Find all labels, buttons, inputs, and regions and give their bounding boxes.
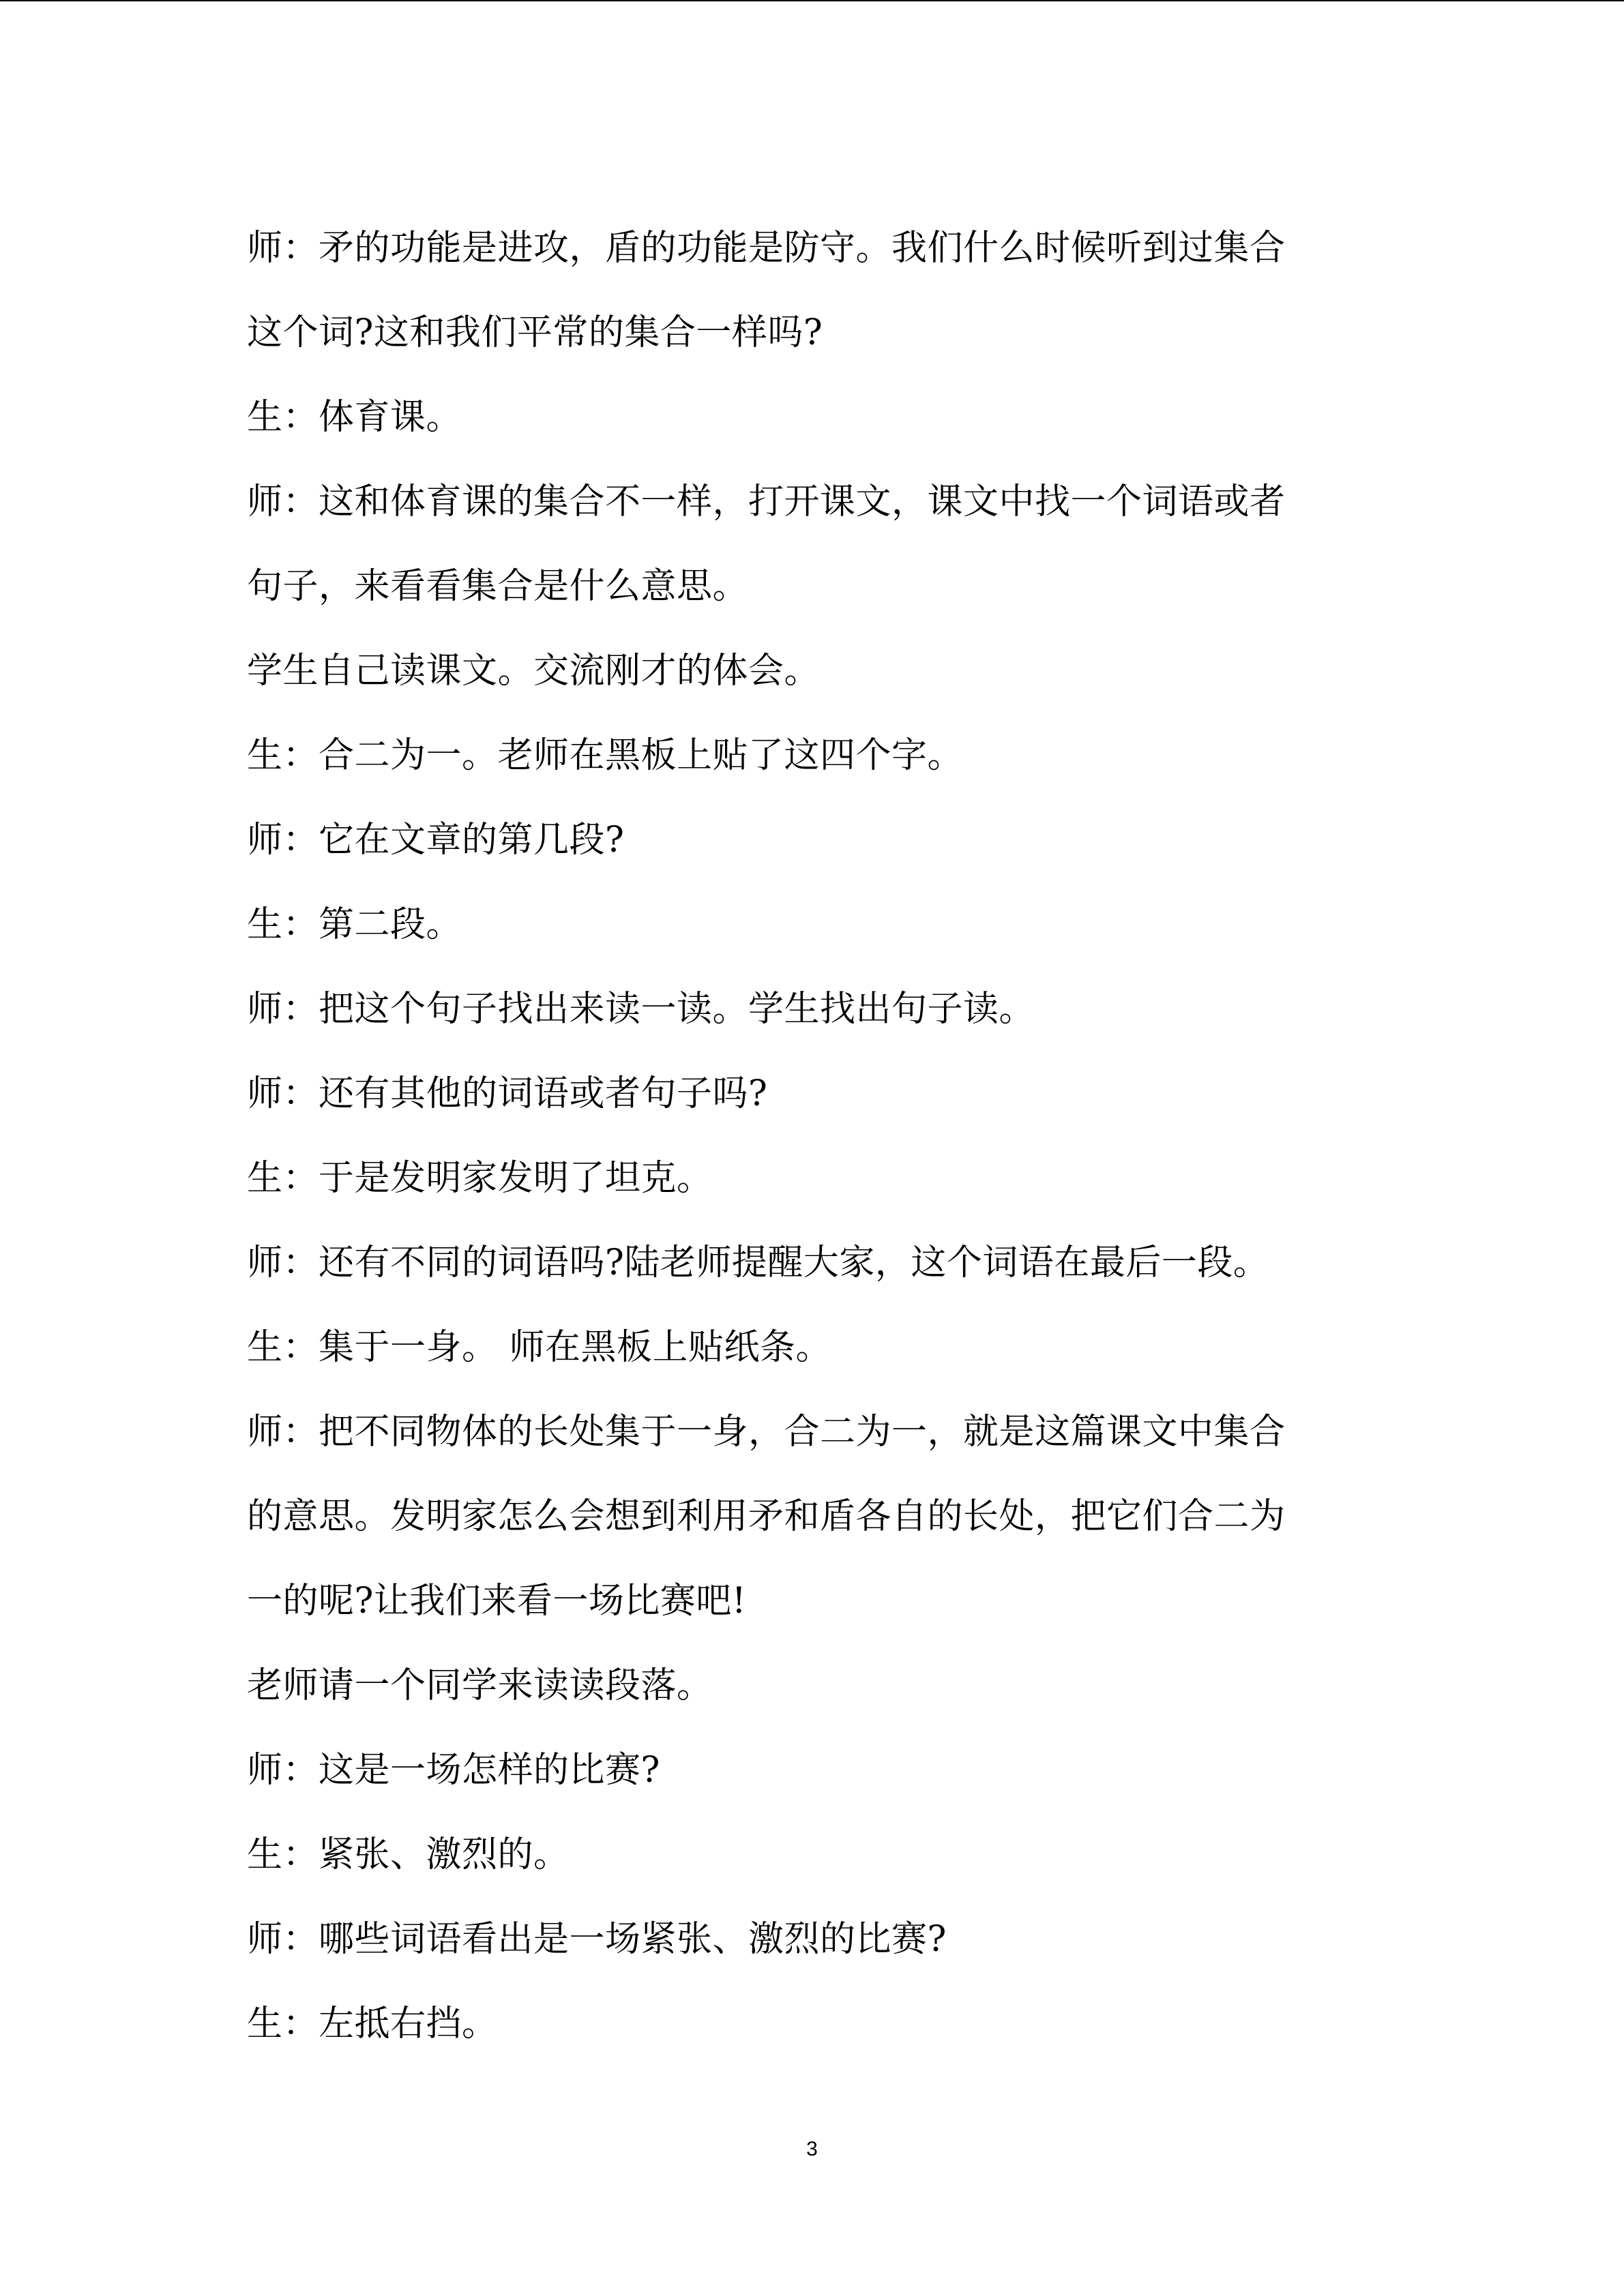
text-line: 一的呢?让我们来看一场比赛吧! bbox=[247, 1581, 747, 1622]
document-body bbox=[247, 206, 1393, 2066]
text-line: 生：紧张、激烈的。 bbox=[247, 1834, 570, 1875]
text-line: 师：它在文章的第几段? bbox=[247, 820, 625, 861]
text-line: 学生自己读课文。交流刚才的体会。 bbox=[247, 651, 821, 691]
text-line: 师：把不同物体的长处集于一身，合二为一，就是这篇课文中集合 bbox=[247, 1412, 1286, 1452]
text-line: 生：体育课。 bbox=[247, 397, 462, 438]
text-line: 师：这和体育课的集合不一样，打开课文，课文中找一个词语或者 bbox=[247, 481, 1286, 522]
text-line: 这个词?这和我们平常的集合一样吗? bbox=[247, 312, 823, 353]
text-line: 师：还有不同的词语吗?陆老师提醒大家，这个词语在最后一段。 bbox=[247, 1242, 1269, 1283]
text-line: 生：第二段。 bbox=[247, 904, 462, 945]
text-line: 师：把这个句子找出来读一读。学生找出句子读。 bbox=[247, 989, 1035, 1030]
text-line: 生：集于一身。 师在黑板上贴纸条。 bbox=[247, 1327, 832, 1368]
page-number: 3 bbox=[806, 2138, 818, 2160]
text-line: 师：这是一场怎样的比赛? bbox=[247, 1750, 660, 1791]
text-line: 师：矛的功能是进攻，盾的功能是防守。我们什么时候听到过集合 bbox=[247, 228, 1286, 269]
text-line: 师：哪些词语看出是一场紧张、激烈的比赛? bbox=[247, 1919, 947, 1960]
text-line: 生：合二为一。老师在黑板上贴了这四个字。 bbox=[247, 735, 964, 776]
top-border-line bbox=[0, 0, 1624, 1]
text-line: 师：还有其他的词语或者句子吗? bbox=[247, 1073, 768, 1114]
text-line: 老师请一个同学来读读段落。 bbox=[247, 1665, 713, 1706]
text-line: 的意思。发明家怎么会想到利用矛和盾各自的长处，把它们合二为 bbox=[247, 1496, 1286, 1537]
text-line: 生：左抵右挡。 bbox=[247, 2003, 498, 2044]
text-line: 生：于是发明家发明了坦克。 bbox=[247, 1158, 713, 1199]
text-line: 句子，来看看集合是什么意思。 bbox=[247, 566, 749, 607]
